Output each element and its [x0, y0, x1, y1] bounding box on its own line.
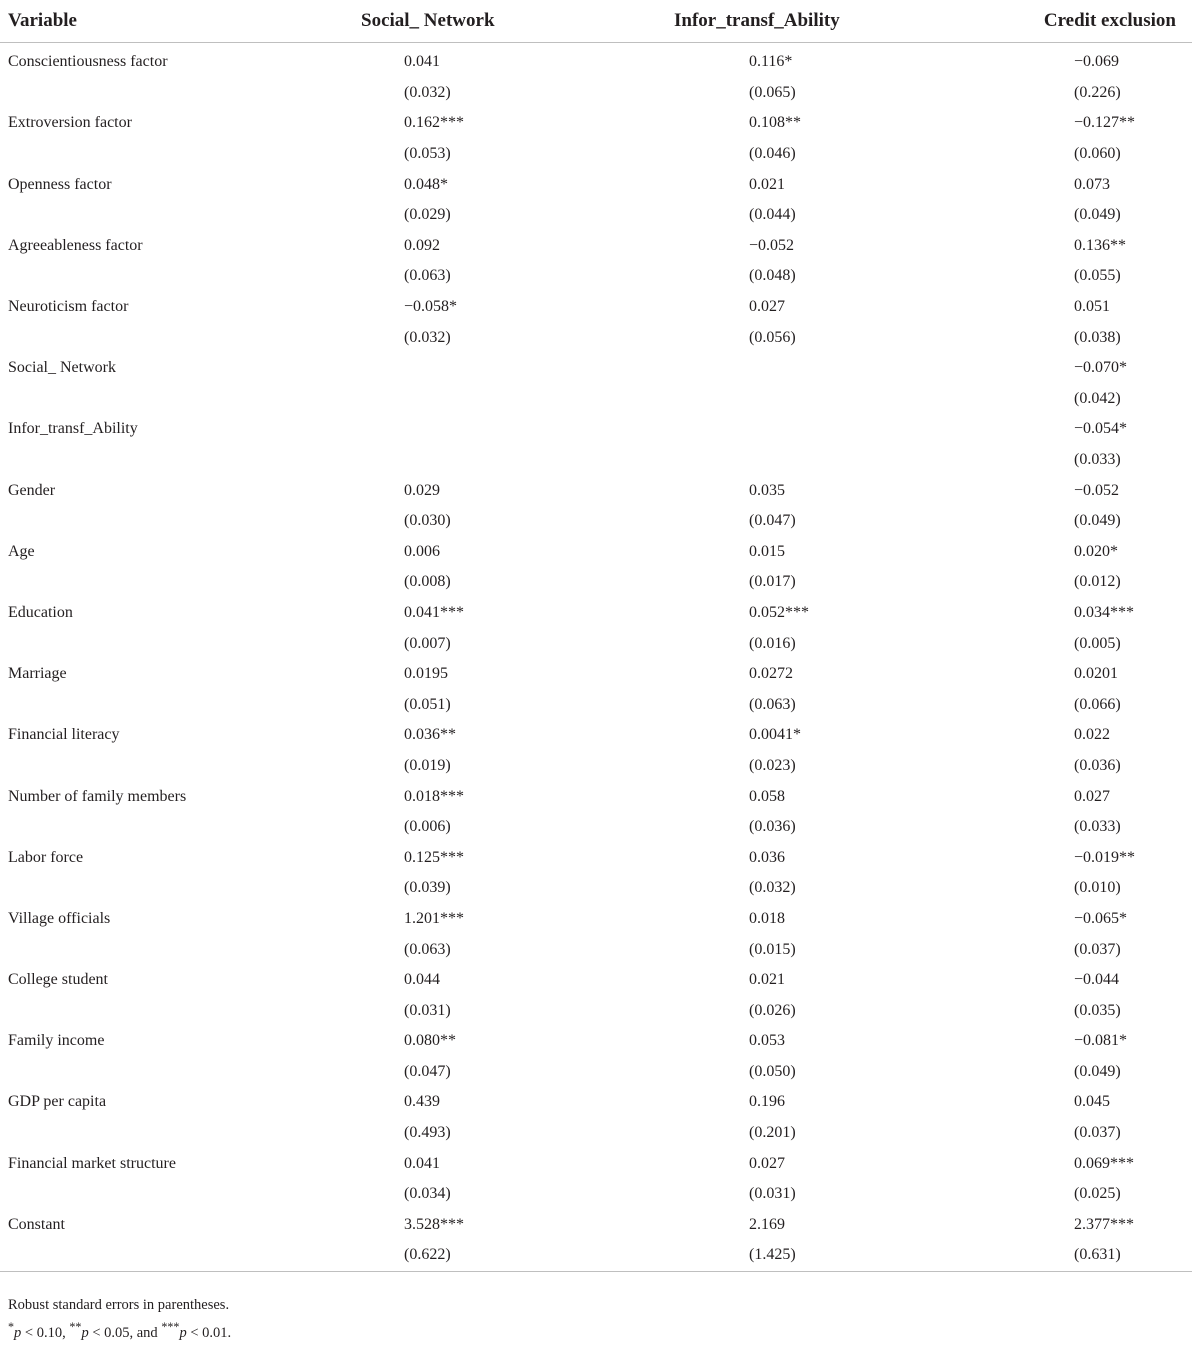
- row-label: Constant: [8, 1215, 65, 1233]
- table-row-se: [0, 1240, 1192, 1271]
- infor-transf-ability-value: 0.027: [749, 298, 785, 316]
- infor-transf-ability-value: −0.052: [749, 236, 795, 254]
- table-row-se: [0, 812, 1192, 843]
- sig-star-2: **: [69, 1320, 82, 1334]
- table-row: [0, 1026, 1192, 1057]
- row-label: [0, 1057, 300, 1088]
- infor-transf-ability-value: [630, 384, 960, 415]
- table-row: [0, 842, 1192, 873]
- social-network-value: 0.041: [404, 53, 440, 71]
- social-network-value: (0.034): [404, 1185, 451, 1203]
- social-network-value: 0.041: [404, 1154, 440, 1172]
- table-row-se: [0, 1057, 1192, 1088]
- social-network-value: [300, 414, 630, 445]
- social-network-value: (0.053): [404, 145, 451, 163]
- row-label: [0, 628, 300, 659]
- infor-transf-ability-value: 0.035: [749, 481, 785, 499]
- table-row-se: [0, 261, 1192, 292]
- table-row: [0, 475, 1192, 506]
- row-label: Labor force: [8, 848, 84, 866]
- table-row-se: [0, 384, 1192, 415]
- infor-transf-ability-value: 2.169: [749, 1215, 785, 1233]
- credit-exclusion-value: (0.038): [1074, 328, 1121, 346]
- table-row: [0, 169, 1192, 200]
- infor-transf-ability-value: (0.016): [749, 634, 796, 652]
- table-row: [0, 1087, 1192, 1118]
- social-network-value: [300, 445, 630, 476]
- row-label: Education: [8, 603, 73, 621]
- header-row: [0, 0, 1192, 43]
- infor-transf-ability-value: 0.0041*: [749, 726, 801, 744]
- table-row: [0, 537, 1192, 568]
- row-label: [0, 261, 300, 292]
- social-network-value: 0.041***: [404, 603, 464, 621]
- credit-exclusion-value: (0.042): [1074, 389, 1121, 407]
- infor-transf-ability-value: 0.027: [749, 1154, 785, 1172]
- row-label: [0, 445, 300, 476]
- credit-exclusion-value: 0.073: [1074, 175, 1110, 193]
- table-row: [0, 353, 1192, 384]
- row-label: [0, 139, 300, 170]
- social-network-value: 0.162***: [404, 114, 464, 132]
- credit-exclusion-value: (0.049): [1074, 512, 1121, 530]
- social-network-value: (0.032): [404, 83, 451, 101]
- infor-transf-ability-value: (0.056): [749, 328, 796, 346]
- table-row-se: [0, 200, 1192, 231]
- infor-transf-ability-value: 0.108**: [749, 114, 801, 132]
- table-row-se: [0, 995, 1192, 1026]
- row-label: Extroversion factor: [8, 114, 132, 132]
- social-network-value: 0.0195: [404, 665, 448, 683]
- infor-transf-ability-value: (0.015): [749, 940, 796, 958]
- social-network-value: −0.058*: [404, 298, 458, 316]
- social-network-value: 0.048*: [404, 175, 448, 193]
- social-network-value: 0.029: [404, 481, 440, 499]
- row-label: [0, 1179, 300, 1210]
- row-label: Number of family members: [8, 787, 187, 805]
- social-network-value: 1.201***: [404, 909, 464, 927]
- infor-transf-ability-value: (0.036): [749, 818, 796, 836]
- credit-exclusion-value: 0.045: [1074, 1093, 1110, 1111]
- header-credit-exclusion: Credit exclusion: [960, 0, 1192, 43]
- row-label: Openness factor: [8, 175, 112, 193]
- table-row: [0, 598, 1192, 629]
- social-network-value: (0.039): [404, 879, 451, 897]
- social-network-value: 0.018***: [404, 787, 464, 805]
- table-row-se: [0, 689, 1192, 720]
- header-social-network: Social_ Network: [300, 0, 630, 43]
- sig-p-2: p: [81, 1324, 89, 1341]
- row-label: Social_ Network: [8, 359, 116, 377]
- social-network-value: (0.008): [404, 573, 451, 591]
- header-variable: Variable: [0, 0, 300, 43]
- credit-exclusion-value: (0.066): [1074, 695, 1121, 713]
- sig-p-3: p: [179, 1324, 187, 1341]
- row-label: [0, 873, 300, 904]
- credit-exclusion-value: −0.052: [1074, 481, 1120, 499]
- social-network-value: 0.125***: [404, 848, 464, 866]
- credit-exclusion-value: 0.0201: [1074, 665, 1118, 683]
- credit-exclusion-value: −0.069: [1074, 53, 1120, 71]
- table-row: [0, 781, 1192, 812]
- infor-transf-ability-value: (0.201): [749, 1124, 796, 1142]
- table-notes: [8, 1294, 231, 1344]
- credit-exclusion-value: 0.022: [1074, 726, 1110, 744]
- credit-exclusion-value: −0.070*: [1074, 359, 1128, 377]
- infor-transf-ability-value: 0.021: [749, 971, 785, 989]
- social-network-value: (0.019): [404, 756, 451, 774]
- credit-exclusion-value: (0.037): [1074, 940, 1121, 958]
- row-label: [0, 567, 300, 598]
- infor-transf-ability-value: (0.050): [749, 1062, 796, 1080]
- table-row: [0, 1210, 1192, 1241]
- infor-transf-ability-value: 0.015: [749, 542, 785, 560]
- infor-transf-ability-value: (0.023): [749, 756, 796, 774]
- table-row-se: [0, 934, 1192, 965]
- social-network-value: (0.063): [404, 267, 451, 285]
- social-network-value: (0.006): [404, 818, 451, 836]
- infor-transf-ability-value: 0.036: [749, 848, 785, 866]
- social-network-value: [300, 353, 630, 384]
- social-network-value: (0.493): [404, 1124, 451, 1142]
- social-network-value: 0.044: [404, 971, 440, 989]
- table-row-se: [0, 139, 1192, 170]
- table-row-se: [0, 322, 1192, 353]
- credit-exclusion-value: (0.012): [1074, 573, 1121, 591]
- sig-text-2: < 0.05, and: [88, 1324, 162, 1341]
- infor-transf-ability-value: 0.021: [749, 175, 785, 193]
- table-row: [0, 108, 1192, 139]
- row-label: [0, 689, 300, 720]
- infor-transf-ability-value: (1.425): [630, 1240, 960, 1271]
- credit-exclusion-value: 2.377***: [1074, 1215, 1134, 1233]
- infor-transf-ability-value: (0.065): [749, 83, 796, 101]
- sig-text-3: < 0.01.: [186, 1324, 232, 1341]
- row-label: Neuroticism factor: [8, 298, 129, 316]
- credit-exclusion-value: (0.036): [1074, 756, 1121, 774]
- infor-transf-ability-value: (0.063): [749, 695, 796, 713]
- credit-exclusion-value: −0.065*: [1074, 909, 1128, 927]
- note-significance: [8, 1316, 231, 1344]
- credit-exclusion-value: (0.049): [1074, 1062, 1121, 1080]
- credit-exclusion-value: 0.136**: [1074, 236, 1126, 254]
- row-label: Financial market structure: [8, 1154, 176, 1172]
- row-label: [0, 200, 300, 231]
- infor-transf-ability-value: [630, 445, 960, 476]
- row-label: Age: [8, 542, 35, 560]
- infor-transf-ability-value: [630, 414, 960, 445]
- social-network-value: (0.032): [404, 328, 451, 346]
- infor-transf-ability-value: 0.018: [749, 909, 785, 927]
- table-row-se: [0, 628, 1192, 659]
- row-label: Conscientiousness factor: [8, 53, 168, 71]
- table-row: [0, 414, 1192, 445]
- credit-exclusion-value: 0.027: [1074, 787, 1110, 805]
- row-label: Agreeableness factor: [8, 236, 143, 254]
- sig-star-3: ***: [161, 1320, 180, 1334]
- social-network-value: 0.080**: [404, 1032, 456, 1050]
- row-label: [0, 506, 300, 537]
- credit-exclusion-value: (0.037): [1074, 1124, 1121, 1142]
- table-row-se: [0, 78, 1192, 109]
- credit-exclusion-value: (0.033): [1074, 451, 1121, 469]
- row-label: [0, 751, 300, 782]
- row-label: [0, 322, 300, 353]
- credit-exclusion-value: (0.226): [1074, 83, 1121, 101]
- credit-exclusion-value: −0.054*: [1074, 420, 1128, 438]
- sig-p-1: p: [14, 1324, 22, 1341]
- credit-exclusion-value: (0.631): [960, 1240, 1192, 1271]
- credit-exclusion-value: 0.069***: [1074, 1154, 1134, 1172]
- credit-exclusion-value: (0.010): [1074, 879, 1121, 897]
- social-network-value: 0.036**: [404, 726, 456, 744]
- sig-text-1: < 0.10,: [21, 1324, 70, 1341]
- infor-transf-ability-value: (0.046): [749, 145, 796, 163]
- infor-transf-ability-value: (0.048): [749, 267, 796, 285]
- table-row: [0, 720, 1192, 751]
- credit-exclusion-value: −0.081*: [1074, 1032, 1128, 1050]
- infor-transf-ability-value: 0.052***: [749, 603, 809, 621]
- credit-exclusion-value: −0.044: [1074, 971, 1120, 989]
- table-row: [0, 965, 1192, 996]
- social-network-value: (0.007): [404, 634, 451, 652]
- table-row: [0, 292, 1192, 323]
- infor-transf-ability-value: (0.017): [749, 573, 796, 591]
- social-network-value: (0.047): [404, 1062, 451, 1080]
- social-network-value: 3.528***: [404, 1215, 464, 1233]
- table-row-se: [0, 1179, 1192, 1210]
- table-row: [0, 43, 1192, 78]
- infor-transf-ability-value: [630, 353, 960, 384]
- credit-exclusion-value: (0.055): [1074, 267, 1121, 285]
- infor-transf-ability-value: 0.0272: [749, 665, 793, 683]
- row-label: Infor_transf_Ability: [8, 420, 138, 438]
- social-network-value: (0.622): [300, 1240, 630, 1271]
- credit-exclusion-value: (0.060): [1074, 145, 1121, 163]
- credit-exclusion-value: −0.019**: [1074, 848, 1136, 866]
- table-row: [0, 1148, 1192, 1179]
- table-row-se: [0, 445, 1192, 476]
- infor-transf-ability-value: (0.026): [749, 1001, 796, 1019]
- row-label: [0, 78, 300, 109]
- sig-star-1: *: [8, 1320, 15, 1334]
- infor-transf-ability-value: 0.053: [749, 1032, 785, 1050]
- credit-exclusion-value: (0.025): [1074, 1185, 1121, 1203]
- table-body: [0, 43, 1192, 1272]
- table-row-se: [0, 506, 1192, 537]
- row-label: [0, 934, 300, 965]
- social-network-value: (0.030): [404, 512, 451, 530]
- infor-transf-ability-value: 0.058: [749, 787, 785, 805]
- row-label: Financial literacy: [8, 726, 120, 744]
- row-label: Gender: [8, 481, 56, 499]
- credit-exclusion-value: (0.049): [1074, 206, 1121, 224]
- infor-transf-ability-value: 0.116*: [749, 53, 793, 71]
- infor-transf-ability-value: (0.032): [749, 879, 796, 897]
- row-label: College student: [8, 971, 108, 989]
- header-infor-transf-ability: Infor_transf_Ability: [630, 0, 960, 43]
- social-network-value: 0.439: [404, 1093, 440, 1111]
- row-label: [0, 995, 300, 1026]
- row-label: Family income: [8, 1032, 105, 1050]
- row-label: GDP per capita: [8, 1093, 107, 1111]
- social-network-value: (0.063): [404, 940, 451, 958]
- credit-exclusion-value: (0.033): [1074, 818, 1121, 836]
- social-network-value: (0.051): [404, 695, 451, 713]
- table-row: [0, 659, 1192, 690]
- table-row-se: [0, 873, 1192, 904]
- infor-transf-ability-value: (0.047): [749, 512, 796, 530]
- credit-exclusion-value: 0.034***: [1074, 603, 1134, 621]
- table-row-se: [0, 567, 1192, 598]
- row-label: [0, 812, 300, 843]
- credit-exclusion-value: −0.127**: [1074, 114, 1136, 132]
- credit-exclusion-value: 0.020*: [1074, 542, 1118, 560]
- social-network-value: 0.006: [404, 542, 440, 560]
- table-row: [0, 904, 1192, 935]
- social-network-value: [300, 384, 630, 415]
- row-label: Marriage: [8, 665, 67, 683]
- social-network-value: (0.029): [404, 206, 451, 224]
- table-row-se: [0, 751, 1192, 782]
- row-label: [0, 384, 300, 415]
- credit-exclusion-value: 0.051: [1074, 298, 1110, 316]
- note-robust-se: Robust standard errors in parentheses.: [8, 1297, 230, 1313]
- row-label: [0, 1240, 300, 1271]
- table-row-se: [0, 1118, 1192, 1149]
- social-network-value: 0.092: [404, 236, 440, 254]
- table-row: [0, 231, 1192, 262]
- infor-transf-ability-value: 0.196: [749, 1093, 785, 1111]
- credit-exclusion-value: (0.035): [1074, 1001, 1121, 1019]
- infor-transf-ability-value: (0.044): [749, 206, 796, 224]
- row-label: [0, 1118, 300, 1149]
- row-label: Village officials: [8, 909, 111, 927]
- social-network-value: (0.031): [404, 1001, 451, 1019]
- credit-exclusion-value: (0.005): [1074, 634, 1121, 652]
- infor-transf-ability-value: (0.031): [749, 1185, 796, 1203]
